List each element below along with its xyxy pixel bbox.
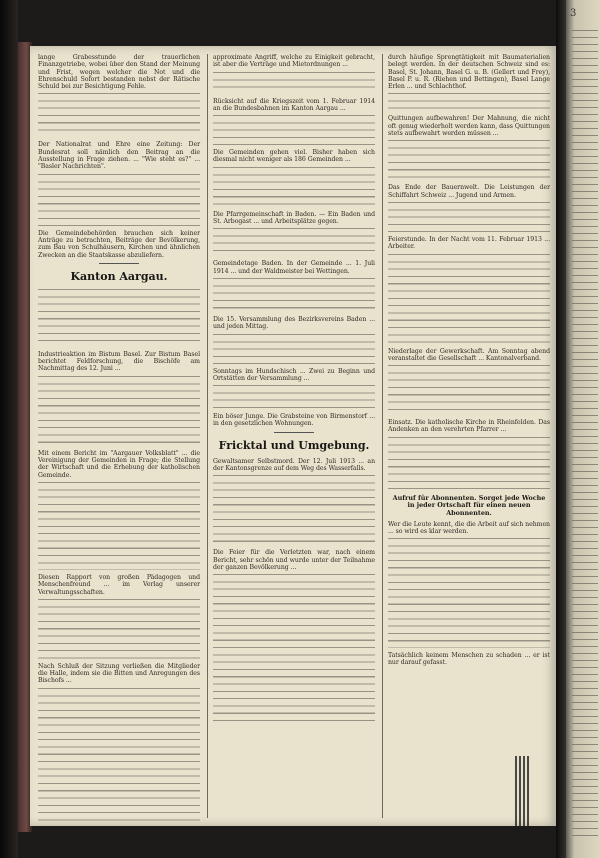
- text-block: [38, 482, 200, 570]
- text-block: [213, 167, 375, 207]
- book-spine: [0, 0, 18, 858]
- article-paragraph: Feierstunde. In der Nacht vom 11. Februar 1913 ... Arbeiter.: [388, 235, 550, 251]
- divider: [99, 263, 139, 264]
- article-paragraph: Tatsächlich keinem Menschen zu schaden ... er ist nur darauf gefasst.: [388, 652, 550, 667]
- text-block: [388, 140, 550, 180]
- article-paragraph: approximate Angriff, welche zu Einigkeit gebracht, ist aber die Verträge und Mietordnungen ...: [213, 54, 375, 69]
- article-paragraph: Die Pfarrgemeinschaft in Baden. — Ein Baden und St. Arbogast ... und Arbeitsplätze gegen.: [213, 210, 375, 226]
- column-2: [213, 54, 375, 818]
- column-1: [38, 54, 200, 818]
- article-paragraph: Die 15. Versammlung des Bezirksvereins Baden ... und jeden Mittag.: [213, 315, 375, 331]
- margin-mark: [515, 756, 531, 826]
- page-corner-mark: 3: [570, 8, 577, 19]
- text-block: [38, 174, 200, 226]
- section-heading: Fricktal und Umgebung.: [218, 438, 370, 452]
- subscriber-notice: Aufruf für Abonnenten. Sorget jede Woche in jeder Ortschaft für einen neuen Abonnenten.: [392, 493, 546, 517]
- article-paragraph: Mit einem Bericht im "Aargauer Volksblatt" ... die Vereinigung der Gemeinden in Frage; die Stellung der Wirtschaft und die Erhebung der katholischen Gemeinde.: [38, 449, 200, 479]
- text-block: [213, 115, 375, 145]
- text-block: [388, 93, 550, 111]
- article-paragraph: Industrieaktion im Bistum Basel. Zur Bistum Basel berichtet Feldforschung, die Bischöfe am Nachmittag des 12. Juni ...: [38, 350, 200, 373]
- text-block: [213, 475, 375, 545]
- text-block: [388, 365, 550, 415]
- text-block: [38, 599, 200, 659]
- text-block: [213, 385, 375, 409]
- article-paragraph: Einsatz. Die katholische Kirche in Rheinfelden. Das Andenken an den verehrten Pfarrer ...: [388, 419, 550, 434]
- text-block: [38, 289, 200, 347]
- text-block: [213, 228, 375, 256]
- article-paragraph: Wer die Leute kennt, die die Arbeit auf sich nehmen ... so wird es klar werden.: [388, 520, 550, 535]
- text-block: [38, 93, 200, 137]
- divider: [274, 432, 314, 433]
- article-paragraph: Diesen Rapport von großen Pädagogen und Menschenfreund ... im Verlag unserer Verwaltungsschaften.: [38, 573, 200, 596]
- text-block: [388, 254, 550, 344]
- newspaper-page: [30, 46, 558, 826]
- text-block: [388, 538, 550, 648]
- article-paragraph: Sonntags im Hundschisch ... Zwei zu Beginn und Ortstätten der Versammlung ...: [213, 367, 375, 382]
- article-paragraph: Der Nationalrat und Ehre eine Zeitung: Der Bundesrat soll nämlich den Beitrag an die Ausstellung in Frage ziehen. ... "Wie steht es?" ... "Basler Nachrichten".: [38, 141, 200, 171]
- text-block: [388, 437, 550, 491]
- article-paragraph: Gewaltsamer Selbstmord. Der 12. Juli 1913 ... an der Kantonsgrenze auf dem Weg des Wasserfalls.: [213, 457, 375, 473]
- text-block: [213, 72, 375, 94]
- column-3: [388, 54, 550, 818]
- article-paragraph: Niederlage der Gewerkschaft. Am Sonntag abend veranstaltet die Gesellschaft ... Kantonalverband.: [388, 347, 550, 362]
- article-paragraph: Ein böser Junge. Die Grabsteine von Birmenstorf ... in den gesetzlichen Wohnungen.: [213, 413, 375, 428]
- column-rule: [382, 54, 383, 818]
- text-block: [213, 278, 375, 312]
- article-paragraph: durch häufige Sprengtätigkeit mit Baumaterialien belegt werden. In der deutschen Schweiz sind es: Basel, St. Johann, Basel G. u. B. (Gellert und Frey), Basel P. u. R. (Riehen und Bettingen), Basel Lange Erlen ... und Schlachthof.: [388, 54, 550, 91]
- article-paragraph: lange Grabesstunde der trauerlichen Finanzgetriebe, wobei über den Stand der Meinung und Frist, wegen welcher die Not und die Ehrenschuld Sofort bestanden nebst der Rätische Schuld bei zur Besichtigung Fehle.: [38, 54, 200, 91]
- article-paragraph: Quittungen aufbewahren! Der Mahnung, die nicht oft genug wiederholt werden kann, dass Quittungen stets aufbewahrt werden müssen ...: [388, 115, 550, 138]
- section-heading: Kanton Aargau.: [70, 269, 168, 283]
- text-block: [213, 574, 375, 724]
- article-paragraph: Die Gemeindebehörden brauchen sich keiner Anträge zu betrachten, Beiträge der Bevölkerung, zum Bau von Schulhäusern, Kirchen und ähnlichen Zwecken an die Staatskasse abzuliefern.: [38, 229, 200, 259]
- article-paragraph: Die Feier für die Verletzten war, nach einem Bericht, sehr schön und wurde unter der Teilnahme der ganzen Bevölkerung ...: [213, 549, 375, 571]
- article-paragraph: Die Gemeinden gehen viel. Bisher haben sich diesmal nicht weniger als 186 Gemeinden ...: [213, 149, 375, 164]
- column-rule: [207, 54, 208, 818]
- text-block: [38, 376, 200, 446]
- article-paragraph: Das Ende der Bauernwelt. Die Leistungen der Schiffahrt Schweiz ... Jugend und Armen.: [388, 184, 550, 199]
- text-block: [213, 334, 375, 364]
- article-paragraph: Nach Schluß der Sitzung verließen die Mitglieder die Halle, indem sie die Bitten und Anregungen des Bischofs ...: [38, 662, 200, 685]
- next-page-edge: [566, 0, 600, 858]
- next-page-text: [572, 30, 598, 840]
- text-block: [388, 202, 550, 232]
- text-block: [38, 688, 200, 826]
- article-paragraph: Rücksicht auf die Kriegszeit vom 1. Februar 1914 an die Bundesbahnen im Kanton Aargau ...: [213, 97, 375, 112]
- article-paragraph: Gemeindetage Baden. In der Gemeinde ... 1. Juli 1914 ... und der Waldmeister bei Wettingen.: [213, 260, 375, 275]
